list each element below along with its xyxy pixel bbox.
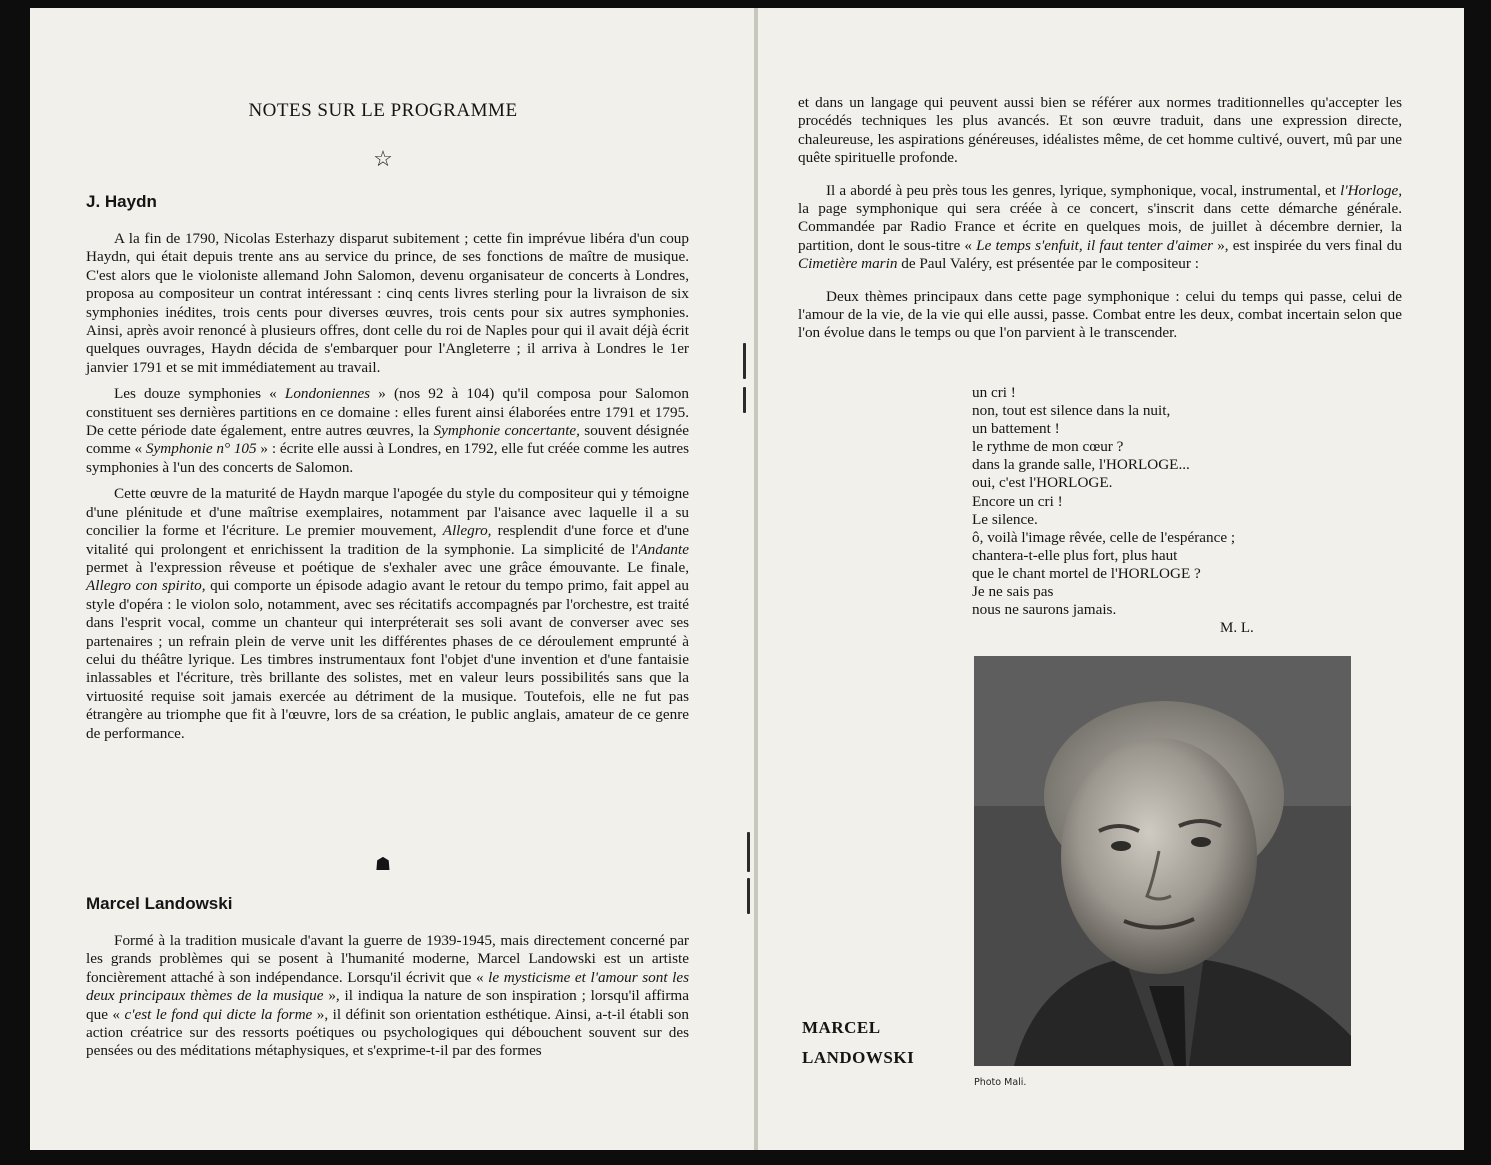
staple-top-1: [743, 343, 746, 379]
poem-line: dans la grande salle, l'HORLOGE...: [972, 456, 1190, 474]
poem-line: non, tout est silence dans la nuit,: [972, 402, 1171, 420]
landowski-paragraph-2: et dans un langage qui peuvent aussi bien se référer aux normes traditionnelles qu'accepter les procédés techniques les plus avancés. Et son œuvre traduit, dans une expression directe, chaleureuse, les aspirations généreuses, idéalistes même, de cet homme cultivé, ouvert, mû par une quête spirituelle profonde.: [798, 94, 1402, 167]
poem-line: ô, voilà l'image rêvée, celle de l'espérance ;: [972, 528, 1236, 546]
portrait-photo: [974, 656, 1351, 1066]
poem-line: Le silence.: [972, 510, 1038, 528]
staple-bottom-2: [747, 878, 750, 914]
haydn-paragraph-2: Les douze symphonies « Londoniennes » (nos 92 à 104) qu'il composa pour Salomon constituent ses dernières partitions en ce domaine : elles furent ainsi élaborées entre 1791 et 1795. De cette période date également, entre autres œuvres, la Symphonie concertante, souvent désignée comme « Symphonie n° 105 » : écrite elle aussi à Londres, en 1792, elle fut créée comme les autres symphonies à l'un des concerts de Salomon.: [86, 385, 690, 476]
caption-first-name: MARCEL: [802, 1018, 881, 1037]
poem-line: Encore un cri !: [972, 492, 1063, 510]
staple-bottom-1: [747, 832, 750, 872]
poem-line: oui, c'est l'HORLOGE.: [972, 474, 1113, 492]
haydn-section: [86, 230, 689, 743]
page-heading: NOTES SUR LE PROGRAMME: [248, 100, 518, 121]
poem-line: un cri !: [972, 384, 1016, 401]
left-page: [30, 8, 756, 1150]
portrait-caption: [802, 1013, 914, 1073]
landowski-paragraph-3: Il a abordé à peu près tous les genres, lyrique, symphonique, vocal, instrumental, et l'Horloge, la page symphonique qui sera créée à ce concert, s'inscrit dans cette démarche générale. Commandée par Radio France et écrite en quelques mois, de juillet à décembre dernier, la partition, dont le sous-titre « Le temps s'enfuit, il faut tenter d'aimer », est inspirée du vers final du Cimetière marin de Paul Valéry, est présentée par le compositeur :: [798, 181, 1402, 273]
staple-top-2: [743, 387, 746, 413]
poem-line: un battement !: [972, 420, 1060, 438]
landowski-continued: [798, 94, 1402, 343]
right-page: [758, 8, 1464, 1150]
poem-line: chantera-t-elle plus fort, plus haut: [972, 546, 1178, 564]
haydn-heading: J. Haydn: [86, 192, 157, 211]
portrait-illustration: [974, 656, 1351, 1066]
star-ornament: ☆: [373, 146, 393, 171]
photo-credit: Photo Mali.: [974, 1077, 1027, 1088]
landowski-paragraph-1: Formé à la tradition musicale d'avant la guerre de 1939-1945, mais directement concerné par les grands problèmes qui se posent à l'humanité moderne, Marcel Landowski est un artiste foncièrement attaché à son indépendance. Lorsqu'il écrivit que « le mysticisme et l'amour sont les deux principaux thèmes de la musique », il indiqua la nature de son inspiration ; lorsqu'il affirma que « c'est le fond qui dicte la forme », il définit son orientation esthétique. Ainsi, a-t-il établi son action créatrice sur des ressorts poétiques ou psychologiques qui débouchent souvent sur des pensées ou des méditations métaphysiques, et s'exprime-t-il par des formes: [86, 932, 690, 1060]
poem-signature: M. L.: [1220, 620, 1254, 636]
poem-line: nous ne saurons jamais.: [972, 601, 1117, 619]
poem-line: que le chant mortel de l'HORLOGE ?: [972, 564, 1201, 582]
horloge-poem: [972, 384, 1235, 619]
section-divider-ornament: ☗: [374, 854, 392, 874]
landowski-section: [86, 932, 689, 1061]
poem-line: Je ne sais pas: [972, 583, 1054, 601]
landowski-heading: Marcel Landowski: [86, 894, 233, 913]
caption-last-name: LANDOWSKI: [802, 1048, 915, 1067]
poem-line: le rythme de mon cœur ?: [972, 438, 1124, 456]
landowski-paragraph-4: Deux thèmes principaux dans cette page symphonique : celui du temps qui passe, celui de l'amour de la vie, de la vie qui elle aussi, passe. Combat entre les deux, combat incertain selon que l'on évolue dans le temps ou que l'on parvient à le transcender.: [798, 287, 1402, 342]
haydn-paragraph-1: A la fin de 1790, Nicolas Esterhazy disparut subitement ; cette fin imprévue libéra d'un coup Haydn, qui était depuis trente ans au service du prince, de ses fonctions de maître de musique. C'est alors que le violoniste allemand John Salomon, devenu organisateur de concerts à Londres, proposa au compositeur un contrat intéressant : cinq cents livres sterling pour la livraison de six symphonies inédites, trois cents pour diverses œuvres, trois cents pour six autres symphonies. Ainsi, après avoir renoncé à plusieurs offres, dont celle du roi de Naples pour qui il avait déjà écrit quelques ouvrages, Haydn décida de s'embarquer pour l'Angleterre ; il arriva à Londres le 1er janvier 1791 et se mit immédiatement au travail.: [86, 230, 689, 376]
haydn-paragraph-3: Cette œuvre de la maturité de Haydn marque l'apogée du style du compositeur qui y témoigne d'une plénitude et d'une maîtrise exemplaires, notamment par l'aisance avec laquelle il a su concilier la forme et l'écriture. Le premier mouvement, Allegro, resplendit d'une force et d'une vitalité qui prolongent et enrichissent la tradition de la symphonie. La simplicité de l'Andante permet à l'expression rêveuse et poétique de s'exhaler avec une grâce émouvante. Le finale, Allegro con spirito, qui comporte un épisode adagio avant le retour du tempo primo, fait appel au style d'opéra : le violon solo, notamment, avec ses récitatifs accompagnés par l'orchestre, est traité dans l'esprit vocal, comme un chanteur qui interpréterait ses soli avant de converser avec ses partenaires ; un refrain plein de verve unit les différentes phases de ce déroulement emprunté à celui du théâtre lyrique. Les timbres instrumentaux font l'objet d'une invention et d'une fantaisie inlassables et l'écriture, très brillante des solistes, met en valeur leurs possibilités sans que la virtuosité requise soit jamais exercée au détriment de la musique. Toutefois, elle ne fut pas étrangère au triomphe que fit à l'œuvre, lors de sa création, le public anglais, amateur de ce genre de performance.: [86, 485, 689, 742]
